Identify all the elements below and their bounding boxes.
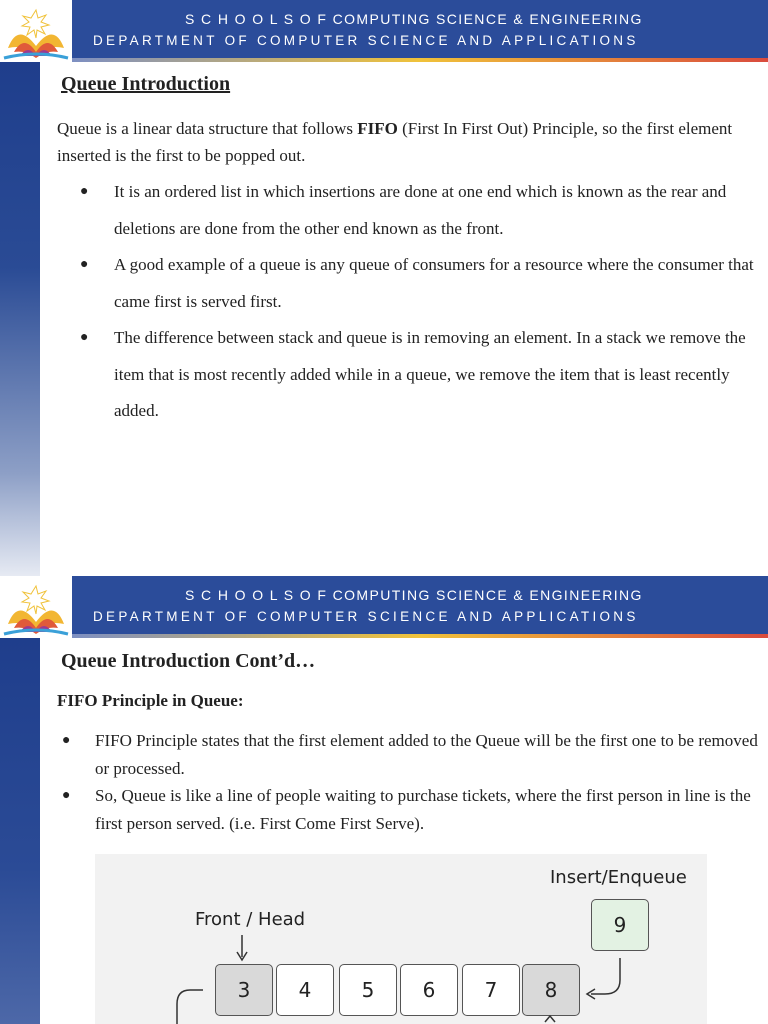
dequeue-arrow-icon — [177, 990, 203, 1024]
school-name: S C H O O L S O F COMPUTING SCIENCE & ENGINEERING — [185, 587, 643, 603]
intro-paragraph: Queue is a linear data structure that follows FIFO (First In First Out) Principle, so the first element inserted is the first to be popped out. — [57, 119, 733, 165]
queue-cell: 4 — [276, 964, 334, 1016]
bullet-icon: ● — [80, 330, 89, 345]
header-banner — [72, 0, 768, 58]
university-logo — [0, 576, 72, 638]
queue-cell: 6 — [400, 964, 458, 1016]
queue-cell: 7 — [462, 964, 520, 1016]
list-item: ● So, Queue is like a line of people waiting to purchase tickets, where the first person in line is the first person served. (i.e. First Come First Serve). — [62, 782, 762, 837]
sidebar-bar — [0, 638, 40, 1024]
new-element-box: 9 — [591, 899, 649, 951]
list-item: ● It is an ordered list in which insertions are done at one end which is known as the rear and deletions are done from the other end known as the front. — [80, 174, 760, 247]
slide-title: Queue Introduction — [61, 73, 231, 95]
school-name: S C H O O L S O F COMPUTING SCIENCE & ENGINEERING — [185, 11, 643, 27]
queue-diagram — [95, 854, 707, 1024]
front-head-label: Front / Head — [195, 909, 306, 930]
slide-title: Queue Introduction Cont’d… — [61, 650, 316, 672]
department-name: DEPARTMENT OF COMPUTER SCIENCE AND APPLICATIONS — [93, 33, 639, 48]
bullet-list — [80, 174, 760, 430]
bullet-icon: ● — [62, 733, 71, 748]
rear-arrow-icon — [545, 1016, 555, 1022]
list-item: ● A good example of a queue is any queue of consumers for a resource where the consumer that came first is served first. — [80, 247, 760, 320]
bullet-icon: ● — [80, 257, 89, 272]
bullet-icon: ● — [62, 788, 71, 803]
bullet-icon: ● — [80, 184, 89, 199]
sidebar-bar — [0, 62, 40, 576]
section-heading: FIFO Principle in Queue: — [57, 691, 244, 710]
list-item: ● The difference between stack and queue is in removing an element. In a stack we remove the item that is most recently added while in a queue, we remove the item that is least recently added. — [80, 320, 760, 430]
header-banner — [72, 576, 768, 634]
queue-cell-front: 3 — [215, 964, 273, 1016]
bullet-list — [62, 727, 762, 837]
fifo-term: FIFO — [357, 119, 398, 138]
diagram-arrows — [95, 854, 707, 1024]
queue-cell-rear: 8 — [522, 964, 580, 1016]
header-rule — [72, 58, 768, 62]
university-logo — [0, 0, 72, 62]
header-rule — [72, 634, 768, 638]
enqueue-arrow-icon — [591, 958, 620, 994]
department-name: DEPARTMENT OF COMPUTER SCIENCE AND APPLICATIONS — [93, 609, 639, 624]
queue-cell: 5 — [339, 964, 397, 1016]
insert-enqueue-label: Insert/Enqueue — [550, 867, 687, 888]
list-item: ● FIFO Principle states that the first element added to the Queue will be the first one to be removed or processed. — [62, 727, 762, 782]
